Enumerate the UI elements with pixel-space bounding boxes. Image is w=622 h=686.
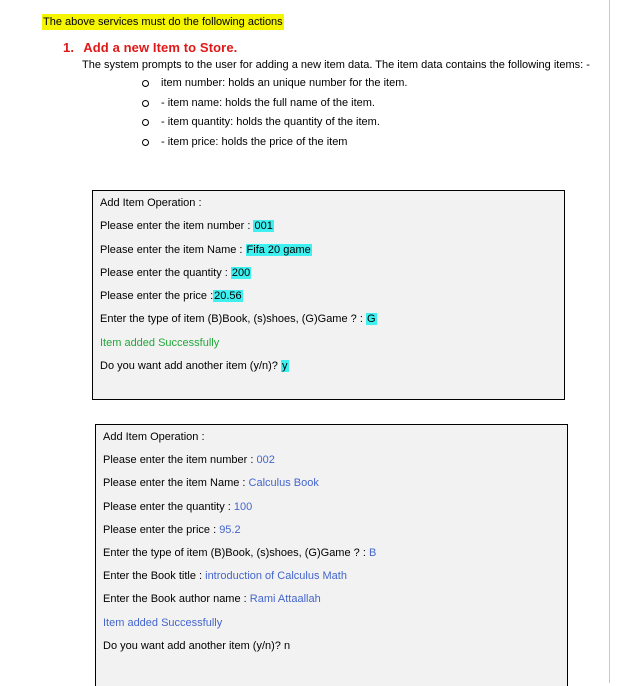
list-item: item number: holds an unique number for the item. (140, 74, 407, 94)
item-name-value: Fifa 20 game (246, 243, 311, 256)
item-name-value: Calculus Book (248, 477, 319, 490)
console-title: Add Item Operation : (100, 197, 202, 209)
price-value: 95.2 (219, 523, 241, 536)
section-heading (63, 39, 237, 57)
list-item: - item price: holds the price of the item (140, 133, 407, 153)
item-fields-list (140, 74, 407, 152)
circle-bullet-icon (142, 80, 149, 87)
add-another-line: Do you want add another item (y/n)? n (103, 639, 291, 652)
console-title: Add Item Operation : (103, 431, 205, 443)
item-type-value: G (366, 313, 376, 326)
item-number-value: 002 (256, 454, 275, 467)
book-author-line: Enter the Book author name : Rami Attaallah (103, 593, 321, 606)
price-line: Please enter the price : 95.2 (103, 523, 241, 536)
item-type-value: B (368, 546, 377, 559)
list-item: - item quantity: holds the quantity of the item. (140, 113, 407, 133)
price-value: 20.56 (214, 290, 242, 303)
console-output-1 (92, 190, 565, 400)
item-number-value: 001 (254, 220, 273, 233)
list-item: - item name: holds the full name of the item. (140, 94, 407, 114)
section-title: Add a new Item to Store. (83, 40, 238, 55)
item-number-line: Please enter the item number : 001 (100, 220, 273, 233)
section-number: 1. (63, 40, 75, 55)
add-another-value: y (282, 360, 288, 373)
item-name-line: Please enter the item Name : Fifa 20 game (100, 243, 311, 256)
quantity-value: 100 (233, 500, 253, 513)
quantity-value: 200 (231, 266, 251, 279)
book-title-value: introduction of Calculus Math (205, 570, 347, 583)
book-author-value: Rami Attaallah (249, 593, 321, 606)
console-output-2 (95, 424, 568, 686)
success-message: Item added Successfully (100, 336, 220, 349)
item-type-line: Enter the type of item (B)Book, (s)shoes, (G)Game ? : B (103, 546, 377, 559)
item-number-line: Please enter the item number : 002 (103, 454, 275, 467)
add-another-line: Do you want add another item (y/n)? y (100, 360, 288, 373)
section-description: The system prompts to the user for adding a new item data. The item data contains the following items: - (82, 59, 590, 71)
quantity-line: Please enter the quantity : 200 (100, 266, 251, 279)
circle-bullet-icon (142, 119, 149, 126)
item-type-line: Enter the type of item (B)Book, (s)shoes, (G)Game ? : G (100, 313, 376, 326)
quantity-line: Please enter the quantity : 100 (103, 500, 253, 513)
success-message: Item added Successfully (103, 616, 223, 629)
price-line: Please enter the price :20.56 (100, 290, 242, 303)
item-name-line: Please enter the item Name : Calculus Book (103, 477, 319, 490)
circle-bullet-icon (142, 100, 149, 107)
book-title-line: Enter the Book title : introduction of Calculus Math (103, 570, 347, 583)
intro-highlighted-text: The above services must do the following actions (43, 16, 283, 28)
circle-bullet-icon (142, 139, 149, 146)
add-another-value: n (284, 639, 291, 652)
